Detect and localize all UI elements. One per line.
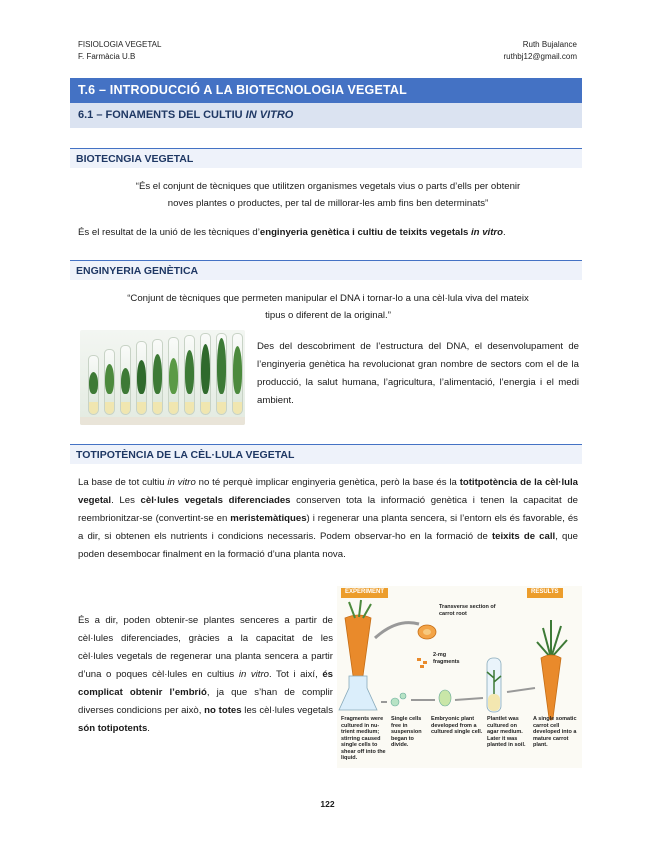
quote-enginyeria (78, 290, 578, 324)
text-run: . Les (111, 495, 141, 506)
test-tube (88, 355, 99, 415)
bold-run: teixits de call (491, 531, 556, 542)
fragment-icon (417, 658, 421, 661)
mature-plant-leaves-icon (537, 620, 567, 658)
text-run: És el resultat de la unió de les tècniques d’ (78, 227, 260, 238)
step-caption: Fragments were cultured in nu- trient medium; stirring caused single cells to shear off into the liquid. (341, 716, 386, 761)
italic-run: in vitro (471, 227, 503, 238)
heading-totipotencia: TOTIPOTÈNCIA DE LA CÈL·LULA VEGETAL (70, 444, 582, 464)
arrow-icon (455, 698, 483, 700)
flask-icon (339, 676, 377, 710)
italic-run: in vitro (238, 669, 269, 680)
test-tube (104, 349, 115, 415)
results-label: RESULTS (527, 588, 563, 598)
bold-run: enginyeria genètica i cultiu de teixits vegetals (259, 227, 472, 238)
quote-line: noves plantes o productes, per tal de millorar-les amb fins ben determinats” (167, 198, 489, 209)
test-tube (152, 339, 163, 415)
text-run: És a dir, poden obtenir-se plantes senceres a partir de cèl·lules diferenciades, gràcies a la capacitat de les cèl·lules vegetals de regenerar una planta sencera a partir d’una o poques cèl·lules en cultius (78, 615, 333, 680)
bold-run: no totes (204, 705, 242, 716)
arrow-icon (375, 623, 419, 638)
text-run: conserven tota la informació genètica i tenen la capacitat de reembrionitzar-se (convertint-se en (78, 495, 578, 524)
author-email: ruthbj12@gmail.com (503, 52, 577, 61)
experiment-label: EXPERIMENT (341, 588, 388, 598)
text-run: La base de tot cultiu (78, 477, 168, 488)
page-number: 122 (320, 799, 335, 809)
author-name: Ruth Bujalance (522, 40, 577, 49)
carrot-cloning-diagram (337, 586, 582, 768)
faculty-name: F. Farmàcia U.B (78, 52, 136, 61)
paragraph-enginyeria: Des del descobriment de l’estructura del DNA, el desenvolupament de l’enginyeria genètica ha revolucionat gran nombre de sectors com el de la producció, la salut humana, l’agricultura, l’alimentació, l’energia i el medi ambient. (257, 341, 579, 406)
text-run: les cèl·lules vegetals (241, 705, 333, 716)
bold-run: és complicat obtenir l’embrió (78, 669, 333, 698)
test-tubes-photo (80, 330, 245, 425)
bold-run: són totipotents (78, 723, 148, 734)
section-title-prefix: 6.1 – FONAMENTS DEL CULTIU (78, 109, 246, 121)
embryo-icon (439, 690, 451, 706)
paragraph-totipotencia-2 (78, 612, 333, 738)
test-tube (168, 337, 179, 415)
paragraph-totipotencia-1 (78, 474, 578, 564)
text-run: . (503, 227, 506, 238)
test-tube (232, 333, 243, 415)
test-tube (136, 341, 147, 415)
quote-line: “És el conjunt de tècniques que utilitzen organismes vegetals vius o parts d’ells per obtenir (135, 181, 521, 192)
section-title-italic: IN VITRO (245, 109, 294, 121)
text-run: , ja que s’han de complir diverses condicions per això, (78, 687, 333, 716)
paragraph-biotecnologia (78, 224, 578, 242)
quote-line: tipus o diferent de la original.” (265, 310, 391, 321)
text-run: no té perquè implicar enginyeria genètica, però la base és la (195, 477, 460, 488)
step-caption: Single cells free in suspension began to divide. (391, 716, 422, 748)
fragment-icon (420, 665, 424, 668)
heading-biotecnologia: BIOTECNGIA VEGETAL (70, 148, 582, 168)
fragment-icon (423, 661, 427, 664)
single-cell-icon (391, 698, 399, 706)
quote-line: “Conjunt de tècniques que permeten manipular el DNA i tornar-lo a una cèl·lula viva del mateix (127, 293, 529, 304)
section-title (70, 103, 582, 128)
bold-run: meristemàtiques (230, 513, 307, 524)
heading-enginyeria: ENGINYERIA GENÈTICA (70, 260, 582, 280)
test-tube (200, 333, 211, 415)
chapter-title: T.6 – INTRODUCCIÓ A LA BIOTECNOLOGIA VEGETAL (70, 78, 582, 103)
transverse-caption: Transverse section of carrot root (439, 604, 496, 617)
test-tube (120, 345, 131, 415)
italic-run: in vitro (167, 477, 196, 488)
step-caption: A single somatic carrot cell developed into a mature carrot plant. (533, 716, 577, 748)
quote-biotecnologia (78, 178, 578, 212)
step-caption: Plantlet was cultured on agar medium. Later it was planted in soil. (487, 716, 526, 748)
single-cell-icon (400, 693, 406, 699)
text-run: . (147, 723, 150, 734)
test-tube (184, 335, 195, 415)
text-run: ) i regenerar una planta sencera, si l’entorn els és favorable, és a dir, si obtenen els nutrients i condicions necessaris. Podem observar-ho en la formació de (78, 513, 578, 542)
mature-carrot-icon (541, 655, 561, 720)
test-tube (216, 333, 227, 415)
course-name: FISIOLOGIA VEGETAL (78, 40, 162, 49)
bold-run: totitpotència de la cèl·lula vegetal (78, 477, 578, 506)
text-run: , que poden desembocar finalment en la formació d’una planta nova. (78, 531, 578, 560)
bold-run: cèl·lules vegetals diferenciades (140, 495, 291, 506)
step-caption: Embryonic plant developed from a cultured single cell. (431, 716, 483, 735)
arrow-icon (507, 688, 535, 692)
text-run: . Tot i així, (268, 669, 323, 680)
fragments-caption: 2-mg fragments (433, 652, 460, 665)
